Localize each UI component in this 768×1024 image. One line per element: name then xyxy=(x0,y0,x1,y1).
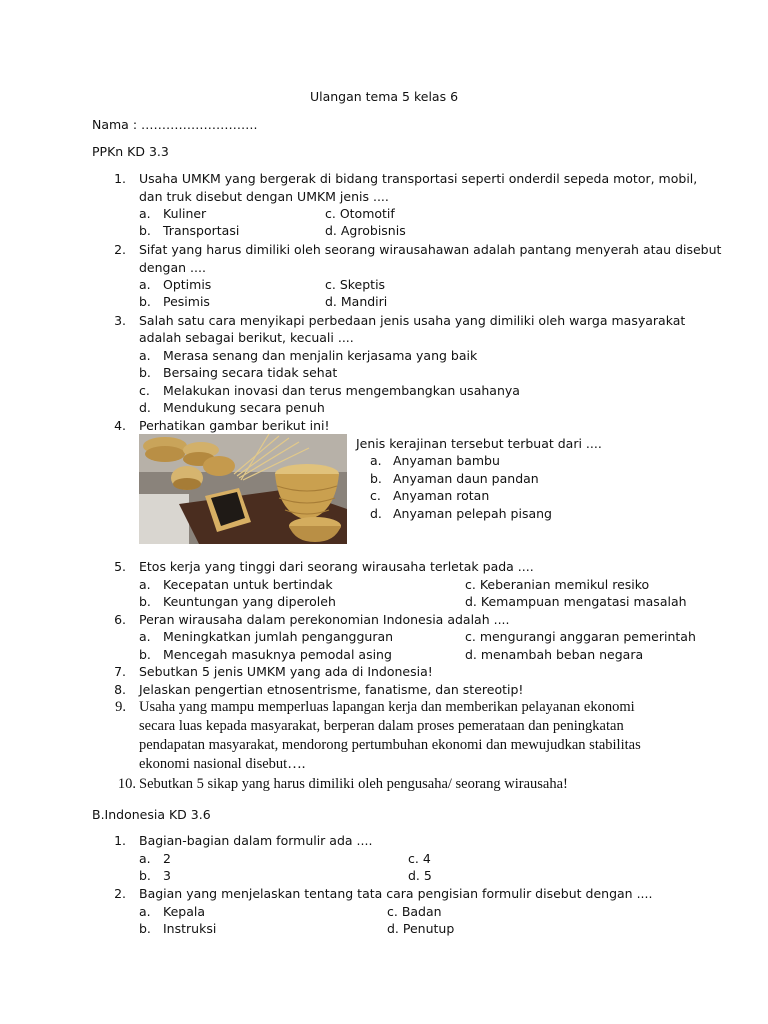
question-text: Bagian yang menjelaskan tentang tata cara pengisian formulir disebut dengan .... xyxy=(139,886,653,901)
option-text: Transportasi xyxy=(163,223,240,238)
question-text: secara luas kepada masyarakat, berperan dalam proses pemerataan dan peningkatan xyxy=(139,718,624,734)
option-text: d. Kemampuan mengatasi masalah xyxy=(465,594,687,609)
option-text: Mendukung secara penuh xyxy=(163,400,325,415)
section-heading-ppkn: PPKn KD 3.3 xyxy=(92,144,169,159)
option-text: 3 xyxy=(163,868,171,883)
question-text: Sifat yang harus dimiliki oleh seorang wirausahawan adalah pantang menyerah atau disebut xyxy=(139,242,722,257)
option-letter: d. xyxy=(139,400,151,415)
option-text: Anyaman daun pandan xyxy=(393,471,539,486)
option-letter: a. xyxy=(139,348,151,363)
option-text: Anyaman rotan xyxy=(393,488,490,503)
question-text: Jenis kerajinan tersebut terbuat dari .... xyxy=(356,436,602,451)
question-text: Sebutkan 5 sikap yang harus dimiliki oleh pengusaha/ seorang wirausaha! xyxy=(139,776,568,792)
option-letter: a. xyxy=(370,453,382,468)
page-title: Ulangan tema 5 kelas 6 xyxy=(309,89,459,104)
option-text: d. menambah beban negara xyxy=(465,647,644,662)
option-text: Melakukan inovasi dan terus mengembangkan usahanya xyxy=(163,383,520,398)
option-text: c. 4 xyxy=(408,851,431,866)
question-number: 8. xyxy=(114,682,126,697)
option-text: c. Keberanian memikul resiko xyxy=(465,577,650,592)
question-text: Perhatikan gambar berikut ini! xyxy=(139,418,330,433)
option-text: d. 5 xyxy=(408,868,432,883)
question-text: dan truk disebut dengan UMKM jenis .... xyxy=(139,189,389,204)
option-letter: a. xyxy=(139,904,151,919)
question-number: 5. xyxy=(114,559,126,574)
option-letter: b. xyxy=(139,365,151,380)
option-letter: b. xyxy=(139,921,151,936)
option-text: Bersaing secara tidak sehat xyxy=(163,365,338,380)
question-number: 9. xyxy=(115,699,126,715)
option-text: Kecepatan untuk bertindak xyxy=(163,577,333,592)
option-letter: c. xyxy=(370,488,381,503)
option-text: Instruksi xyxy=(163,921,217,936)
option-text: c. Skeptis xyxy=(325,277,386,292)
question-text: pendapatan masyarakat, mendorong pertumbuhan ekonomi dan mewujudkan stabilitas xyxy=(139,737,641,753)
option-letter: a. xyxy=(139,277,151,292)
question-text: adalah sebagai berikut, kecuali .... xyxy=(139,330,354,345)
option-text: Kuliner xyxy=(163,206,207,221)
option-letter: b. xyxy=(370,471,382,486)
option-text: Merasa senang dan menjalin kerjasama yang baik xyxy=(163,348,478,363)
option-letter: c. xyxy=(139,383,150,398)
question-text: Usaha yang mampu memperluas lapangan kerja dan memberikan pelayanan ekonomi xyxy=(139,699,635,715)
option-letter: b. xyxy=(139,594,151,609)
question-number: 4. xyxy=(114,418,126,433)
question-text: Jelaskan pengertian etnosentrisme, fanatisme, dan stereotip! xyxy=(139,682,524,697)
option-letter: b. xyxy=(139,647,151,662)
option-text: d. Mandiri xyxy=(325,294,388,309)
question-text: Peran wirausaha dalam perekonomian Indonesia adalah .... xyxy=(139,612,510,627)
question-number: 7. xyxy=(114,664,126,679)
question-text: Usaha UMKM yang bergerak di bidang transportasi seperti onderdil sepeda motor, mobil, xyxy=(139,171,698,186)
question-text: ekonomi nasional disebut…. xyxy=(139,756,306,772)
option-letter: b. xyxy=(139,223,151,238)
option-text: 2 xyxy=(163,851,171,866)
option-letter: a. xyxy=(139,577,151,592)
question-number: 2. xyxy=(114,886,126,901)
question-text: Sebutkan 5 jenis UMKM yang ada di Indonesia! xyxy=(139,664,433,679)
option-text: Mencegah masuknya pemodal asing xyxy=(163,647,392,662)
option-text: d. Penutup xyxy=(387,921,455,936)
question-text: Etos kerja yang tinggi dari seorang wirausaha terletak pada .... xyxy=(139,559,534,574)
option-letter: a. xyxy=(139,206,151,221)
option-text: Pesimis xyxy=(163,294,210,309)
option-text: Kepala xyxy=(163,904,205,919)
question-number: 1. xyxy=(114,171,126,186)
question-text: Bagian-bagian dalam formulir ada .... xyxy=(139,833,373,848)
option-letter: a. xyxy=(139,851,151,866)
question-number: 10. xyxy=(117,776,136,792)
option-text: c. Badan xyxy=(387,904,442,919)
name-field-label: Nama : ………………………. xyxy=(92,117,258,132)
woven-crafts-image xyxy=(139,434,347,544)
section-heading-bindo: B.Indonesia KD 3.6 xyxy=(92,807,211,822)
option-text: Optimis xyxy=(163,277,212,292)
option-letter: b. xyxy=(139,868,151,883)
question-number: 6. xyxy=(114,612,126,627)
question-text: Salah satu cara menyikapi perbedaan jenis usaha yang dimiliki oleh warga masyarakat xyxy=(139,313,686,328)
question-number: 2. xyxy=(114,242,126,257)
question-text: dengan .... xyxy=(139,260,206,275)
option-text: Anyaman bambu xyxy=(393,453,500,468)
option-letter: a. xyxy=(139,629,151,644)
option-letter: d. xyxy=(370,506,382,521)
option-text: Meningkatkan jumlah pengangguran xyxy=(163,629,394,644)
question-number: 1. xyxy=(114,833,126,848)
option-text: c. Otomotif xyxy=(325,206,395,221)
option-letter: b. xyxy=(139,294,151,309)
question-number: 3. xyxy=(114,313,126,328)
option-text: d. Agrobisnis xyxy=(325,223,406,238)
option-text: c. mengurangi anggaran pemerintah xyxy=(465,629,696,644)
option-text: Keuntungan yang diperoleh xyxy=(163,594,336,609)
option-text: Anyaman pelepah pisang xyxy=(393,506,552,521)
